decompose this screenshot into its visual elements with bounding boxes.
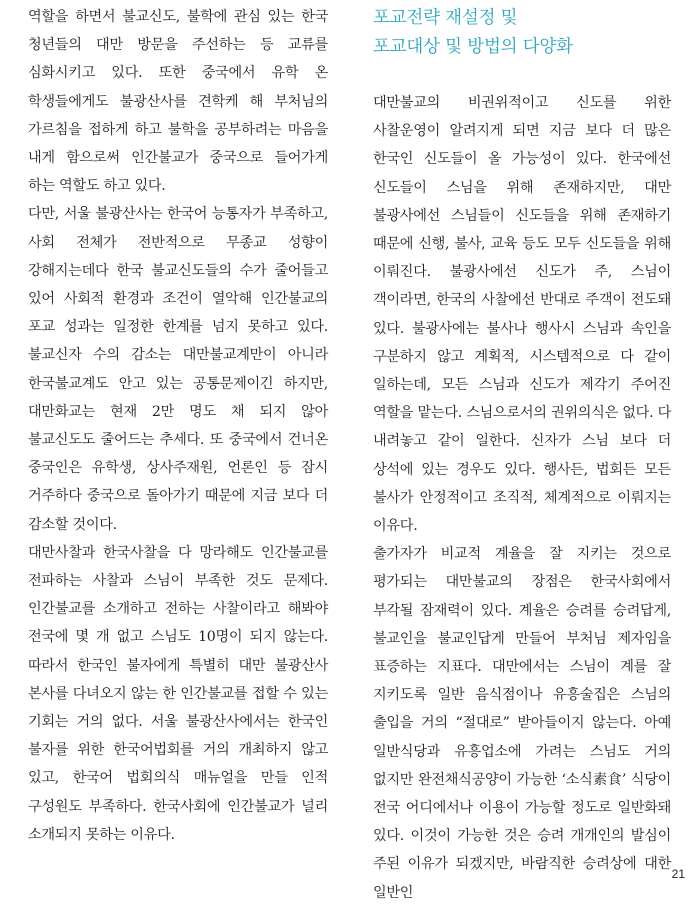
page-number: 21 [671,867,685,881]
left-column [28,0,328,849]
section-heading-line-2: 포교대상 및 방법의 다양화 [373,36,573,57]
section-heading [373,4,671,61]
left-paragraph-1: 역할을 하면서 불교신도, 불학에 관심 있는 한국 청년들의 대만 방문을 주선하는 등 교류를 심화시키고 있다. 또한 중국에서 유학 온 학생들에게도 불광산사를 견학케 해 부처님의 가르침을 접하게 하고 불학을 공부하려는 마음을 내게 함으로써 인간불교가 중국으로 들어가게 하는 역할도 하고 있다. [28,9,328,195]
right-paragraph-2: 출가자가 비교적 계율을 잘 지키는 것으로 평가되는 대만불교의 장점은 한국사회에서 부각될 잠재력이 있다. 계율은 승려를 승려답게, 불교인을 불교인답게 만들어 부처님 제자임을 표증하는 지표다. 대만에서는 스님이 계를 잘 지키도록 일반 음식점이나 유흥술집은 스님의 출입을 거의 “절대로” 받아들이지 않는다. 아예 일반식당과 유흥업소에 가려는 스님도 거의 없지만 완전채식공양이 가능한 ‘소식素食’ 식당이 전국 어디에서나 이용이 가능할 정도로 일반화돼 있다. 이것이 가능한 것은 승려 개개인의 발심이 주된 이유가 되겠지만, 바람직한 승려상에 대한 일반인 [373,546,671,901]
left-paragraph-2: 다만, 서울 불광산사는 한국어 능통자가 부족하고, 사회 전체가 전반적으로 무종교 성향이 강해지는데다 한국 불교신도들의 수가 줄어들고 있어 사회적 환경과 조건이 열악해 인간불교의 포교 성과는 일정한 한계를 넘지 못하고 있다. 불교신자 수의 감소는 대만불교계만이 아니라 한국불교계도 안고 있는 공통문제이긴 하지만, 대만화교는 현재 2만 명도 채 되지 않아 불교신도도 줄어드는 추세다. 또 중국에서 건너온 중국인은 유학생, 상사주재원, 언론인 등 잠시 거주하다 중국으로 돌아가기 때문에 지금 보다 더 감소할 것이다. [28,206,328,533]
right-column [373,0,671,907]
section-heading-line-1: 포교전략 재설정 및 [373,8,518,28]
left-paragraph-3: 대만사찰과 한국사찰을 다 망라해도 인간불교를 전파하는 사찰과 스님이 부족한 것도 문제다. 인간불교를 소개하고 전하는 사찰이라고 해봐야 전국에 몇 개 없고 스님도 10명이 되지 않는다. 따라서 한국인 불자에게 특별히 대만 불광산사 본사를 다녀오지 않는 한 인간불교를 접할 수 있는 기회는 거의 없다. 서울 불광산사에서는 한국인 불자를 위한 한국어법회를 거의 개최하지 않고 있고, 한국어 법회의식 매뉴얼을 만들 인적 구성원도 부족하다. 한국사회에 인간불교가 널리 소개되지 못하는 이유다. [28,544,328,843]
right-paragraph-1: 대만불교의 비권위적이고 신도를 위한 사찰운영이 알려지게 되면 지금 보다 더 많은 한국인 신도들이 올 가능성이 있다. 한국에선 신도들이 스님을 위해 존재하지만, 대만 불광사에선 스님들이 신도들을 위해 존재하기 때문에 신행, 불사, 교육 등도 모두 신도들을 위해 이뤄진다. 불광사에선 신도가 주, 스님이 객이라면, 한국의 사찰에선 반대로 주객이 전도돼 있다. 불광사에는 불사나 행사시 스님과 속인을 구분하지 않고 계획적, 시스템적으로 다 같이 일하는데, 모든 스님과 신도가 제각기 주어진 역할을 맡는다. 스님으로서의 권위의식은 없다. 다 내려놓고 같이 일한다. 신자가 스님 보다 더 상석에 있는 경우도 있다. 행사든, 법회든 모든 불사가 안정적이고 조직적, 체계적으로 이뤄지는 이유다. [373,95,671,535]
